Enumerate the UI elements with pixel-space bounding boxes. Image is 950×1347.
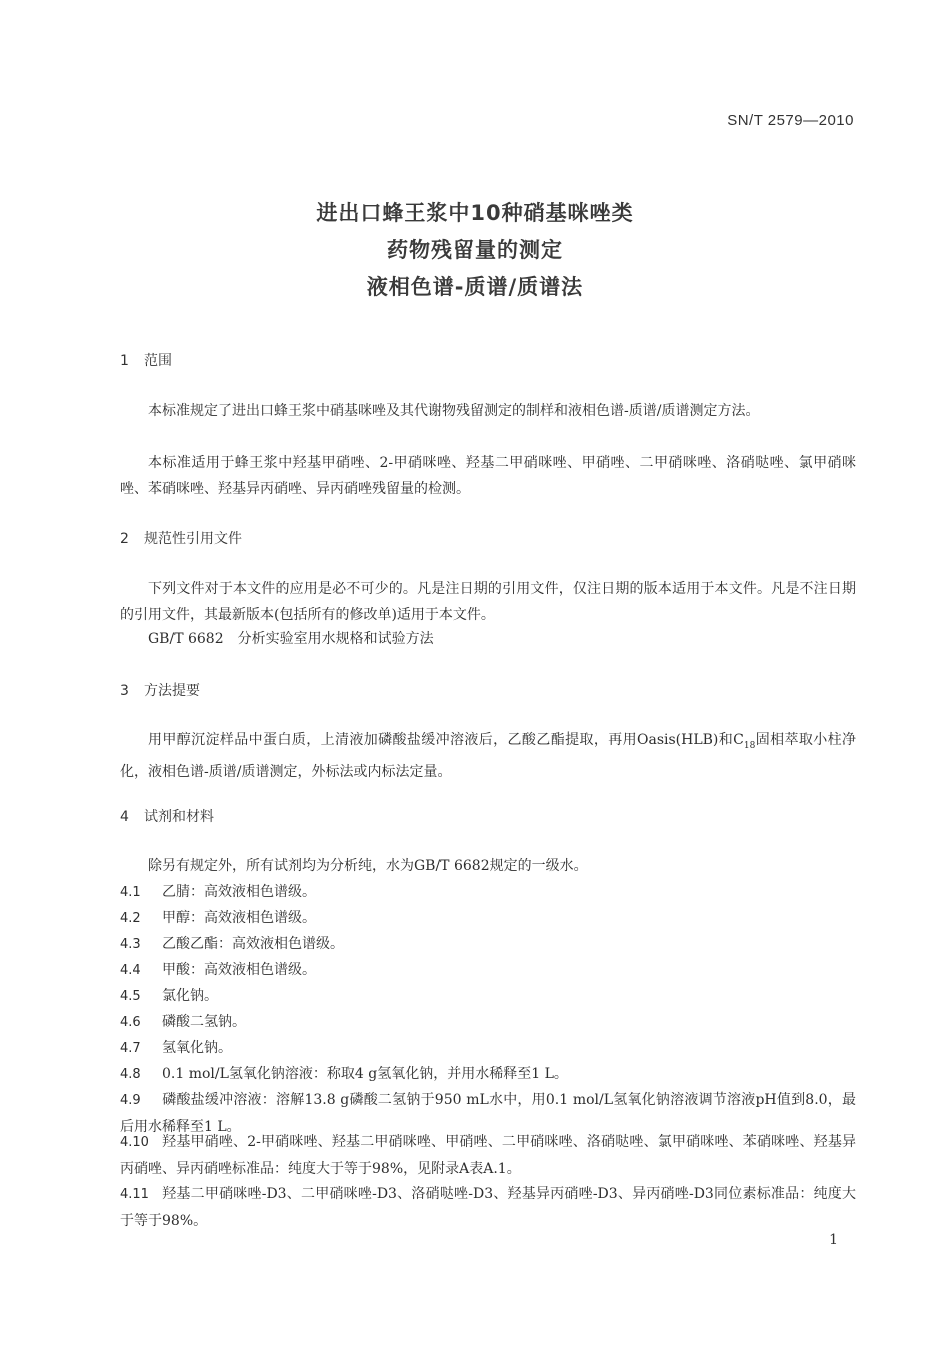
section-heading-scope [120,350,172,370]
page-number: 1 [829,1232,838,1248]
section-heading-references [120,528,242,548]
section-title: 试剂和材料 [144,809,214,825]
scope-paragraph-1: 本标准规定了进出口蜂王浆中硝基咪唑及其代谢物残留测定的制样和液相色谱-质谱/质谱测定方法。 [148,403,760,419]
reagent-item [120,1181,856,1234]
section-heading-method [120,680,200,700]
reagent-item [120,931,856,958]
references-paragraph: 下列文件对于本文件的应用是必不可少的。凡是注日期的引用文件，仅注日期的版本适用于本文件。凡是不注日期的引用文件，其最新版本(包括所有的修改单)适用于本文件。 [120,581,856,623]
reagent-text: 氯化钠。 [162,988,218,1004]
reagent-item [120,1061,856,1088]
reagent-number: 4.9 [120,1093,141,1108]
section-number: 3 [120,683,129,699]
section-number: 2 [120,531,129,547]
reagent-item [120,983,856,1010]
scope-paragraph-2: 本标准适用于蜂王浆中羟基甲硝唑、2-甲硝咪唑、羟基二甲硝咪唑、甲硝唑、二甲硝咪唑、洛硝哒唑、氯甲硝咪唑、苯硝咪唑、羟基异丙硝唑、异丙硝唑残留量的检测。 [120,455,856,497]
reagent-item [120,1129,856,1182]
method-text-a: 用甲醇沉淀样品中蛋白质，上清液加磷酸盐缓冲溶液后，乙酸乙酯提取，再用Oasis(HLB)和C [148,732,744,748]
reagent-number: 4.2 [120,911,141,926]
title-line-1: 进出口蜂王浆中10种硝基咪唑类 [316,201,634,225]
title-line-2: 药物残留量的测定 [387,238,563,262]
title-line-3: 液相色谱-质谱/质谱法 [366,275,584,299]
reagent-text: 甲酸：高效液相色谱级。 [162,962,316,978]
reagent-number: 4.8 [120,1067,141,1082]
reagent-text: 甲醇：高效液相色谱级。 [162,910,316,926]
reagent-text: 乙酸乙酯：高效液相色谱级。 [162,936,344,952]
reference-gb-t-6682: GB/T 6682 分析实验室用水规格和试验方法 [148,631,434,647]
reagent-number: 4.5 [120,989,141,1004]
reagents-intro: 除另有规定外，所有试剂均为分析纯，水为GB/T 6682规定的一级水。 [148,858,588,874]
section-title: 范围 [144,353,172,369]
reagent-number: 4.10 [120,1135,149,1150]
reagent-item [120,957,856,984]
reagent-item [120,879,856,906]
document-title [0,195,950,306]
reagent-number: 4.3 [120,937,141,952]
method-subscript: 18 [743,740,756,751]
section-title: 方法提要 [144,683,200,699]
reagent-text: 磷酸盐缓冲溶液：溶解13.8 g磷酸二氢钠于950 mL水中，用0.1 mol/L氢氧化钠溶液调节溶液pH值到8.0，最后用水稀释至1 L。 [120,1092,856,1135]
reagent-number: 4.11 [120,1187,149,1202]
reagent-text: 磷酸二氢钠。 [162,1014,246,1030]
reagent-text: 羟基甲硝唑、2-甲硝咪唑、羟基二甲硝咪唑、甲硝唑、二甲硝咪唑、洛硝哒唑、氯甲硝咪唑、苯硝咪唑、羟基异丙硝唑、异丙硝唑标准品：纯度大于等于98%，见附录A表A.1。 [120,1134,856,1177]
method-text-b: 固相萃取小柱净化，液相色谱-质谱/质谱测定，外标法或内标法定量。 [120,732,857,780]
reagent-text: 羟基二甲硝咪唑-D3、二甲硝咪唑-D3、洛硝哒唑-D3、羟基异丙硝唑-D3、异丙硝唑-D3同位素标准品：纯度大于等于98%。 [120,1186,856,1229]
reagent-item [120,1035,856,1062]
reagent-text: 0.1 mol/L氢氧化钠溶液：称取4 g氢氧化钠，并用水稀释至1 L。 [162,1066,568,1082]
reagent-number: 4.4 [120,963,141,978]
reagent-item [120,905,856,932]
section-number: 1 [120,353,129,369]
section-title: 规范性引用文件 [144,531,242,547]
reagent-item [120,1009,856,1036]
section-heading-reagents [120,806,214,826]
method-paragraph [120,727,856,785]
reagent-number: 4.6 [120,1015,141,1030]
document-code: SN/T 2579—2010 [727,112,854,129]
section-number: 4 [120,809,129,825]
reagent-number: 4.1 [120,885,141,900]
reagent-text: 氢氧化钠。 [162,1040,232,1056]
reagent-number: 4.7 [120,1041,141,1056]
reagent-text: 乙腈：高效液相色谱级。 [162,884,316,900]
